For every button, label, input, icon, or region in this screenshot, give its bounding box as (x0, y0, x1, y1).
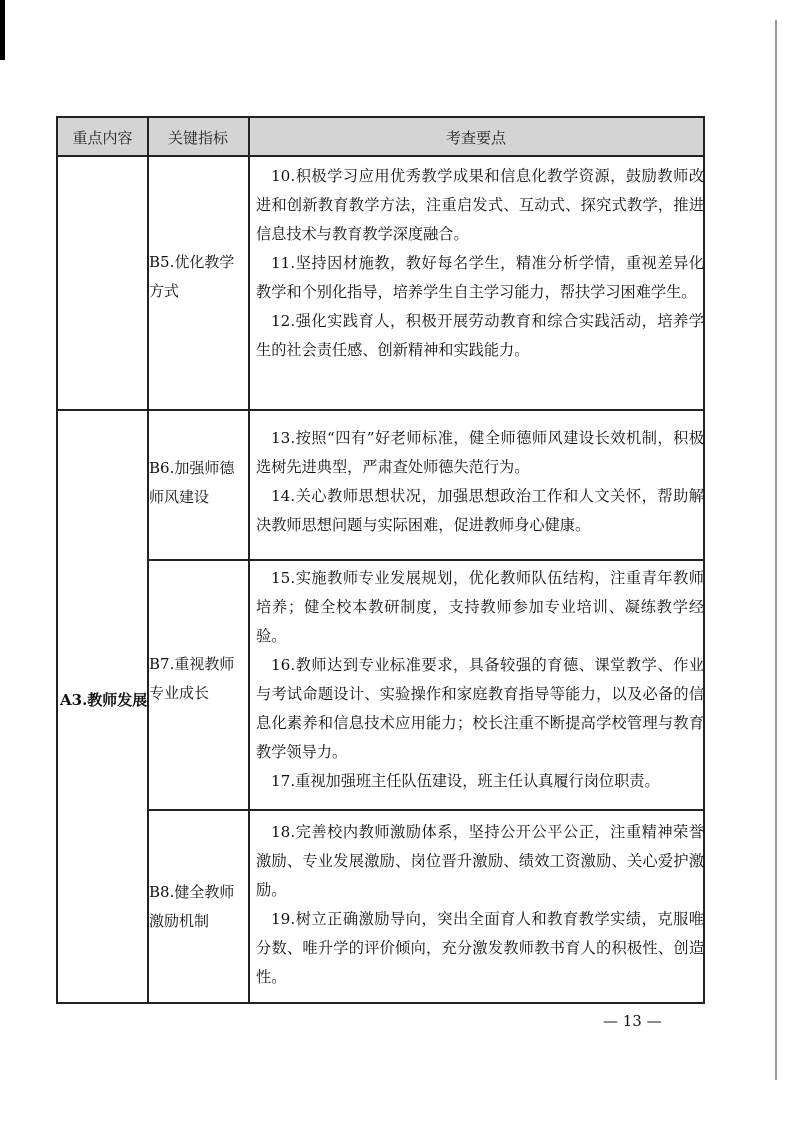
row-divider (58, 409, 703, 411)
item-b7-points (256, 564, 704, 796)
review-point: 12.强化实践育人，积极开展劳动教育和综合实践活动，培养学生的社会责任感、创新精神和实践能力。 (256, 312, 704, 359)
item-b6-label: B6.加强师德师风建设 (149, 459, 235, 506)
page-number: — 13 — (603, 1012, 662, 1030)
scan-edge-right (775, 20, 777, 1080)
review-point: 19.树立正确激励导向，突出全面育人和教育教学实绩，克服唯分数、唯升学的评价倾向，充分激发教师教书育人的积极性、创造性。 (256, 910, 704, 986)
item-b8-points (256, 818, 704, 992)
header-key-indicator: 关键指标 (167, 128, 228, 147)
row-divider (147, 809, 703, 811)
review-point: 13.按照“四有”好老师标准，健全师德师风建设长效机制，积极选树先进典型，严肃查处师德失范行为。 (256, 429, 704, 476)
header-key-content: 重点内容 (72, 128, 133, 147)
review-point: 16.教师达到专业标准要求，具备较强的育德、课堂教学、作业与考试命题设计、实验操作和家庭教育指导等能力，以及必备的信息化素养和信息技术应用能力；校长注重不断提高学校管理与教育教学领导力。 (256, 656, 704, 761)
row-divider (147, 559, 703, 561)
item-b7-label: B7.重视教师专业成长 (149, 655, 235, 702)
criteria-table (56, 116, 705, 1004)
review-point: 18.完善校内教师激励体系，坚持公开公平公正，注重精神荣誉激励、专业发展激励、岗位晋升激励、绩效工资激励、关心爱护激励。 (256, 823, 704, 899)
header-review-points: 考查要点 (445, 128, 506, 147)
review-point: 11.坚持因材施教，教好每名学生，精准分析学情，重视差异化教学和个别化指导，培养学生自主学习能力，帮扶学习困难学生。 (256, 254, 704, 301)
item-b5-label: B5.优化教学方式 (149, 253, 235, 300)
item-a3-label: A3.教师发展 (60, 691, 148, 709)
review-point: 10.积极学习应用优秀教学成果和信息化教学资源，鼓励教师改进和创新教育教学方法，注重启发式、互动式、探究式教学，推进信息技术与教育教学深度融合。 (256, 167, 704, 243)
review-point: 15.实施教师专业发展规划，优化教师队伍结构，注重青年教师培养；健全校本教研制度，支持教师参加专业培训、凝练教学经验。 (256, 569, 704, 645)
item-b8-label: B8.健全教师激励机制 (149, 883, 235, 930)
review-point: 14.关心教师思想状况，加强思想政治工作和人文关怀，帮助解决教师思想问题与实际困难，促进教师身心健康。 (256, 487, 704, 534)
item-b5-points (256, 162, 704, 365)
item-b6-points (256, 424, 704, 540)
scan-edge-left (0, 0, 5, 60)
review-point: 17.重视加强班主任队伍建设，班主任认真履行岗位职责。 (271, 772, 660, 790)
